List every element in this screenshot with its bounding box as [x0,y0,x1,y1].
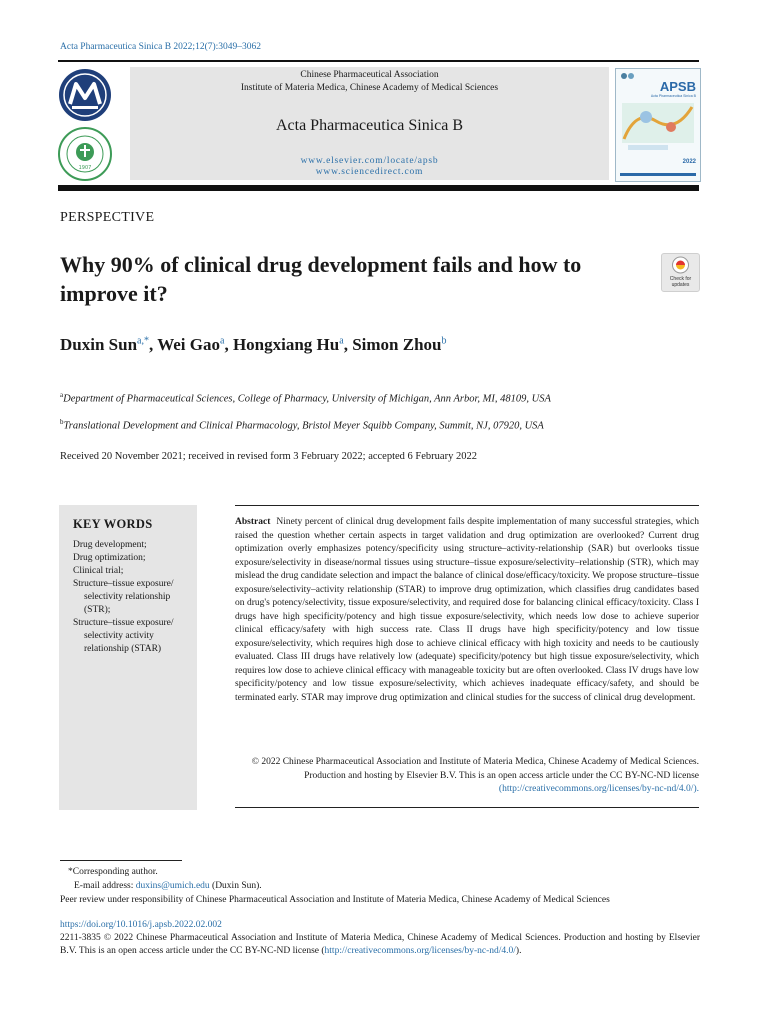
corresponding-author-note: *Corresponding author. [68,867,158,877]
affiliation-a [60,389,620,406]
journal-title: Acta Pharmaceutica Sinica B [275,117,464,134]
association-line-1: Chinese Pharmaceutical Association [300,70,439,80]
author-name[interactable]: Simon Zhou [352,335,442,354]
keyword-item: Structure–tissue exposure/ selectivity relationship (STR); [73,579,174,615]
journal-url-elsevier[interactable]: www.elsevier.com/locate/apsb [300,156,439,166]
abstract-top-rule [235,505,699,506]
abstract-copyright [235,756,699,797]
author-list [60,335,447,355]
affiliation-mark: b [60,418,64,426]
abstract-text: Ninety percent of clinical drug development fails despite implementation of many successful strategies, which raised the question whether certain aspects in target validation and drug optimization are overlooked? Current drug optimization overly emphasizes potency/specificity using structure‒activity-relationship (SAR) but overlooks tissue exposure/selectivity in disease/normal tissues using structure–tissue exposure/selectivity‒relationship (STR), which may mislead the drug candidate selection and impact the balance of clinical dose/efficacy/toxicity. We propose structure–tissue exposure/selectivity‒activity relationship (STAR) to improve drug optimization, which classifies drug candidates based on drug's potency/selectivity, tissue exposure/selectivity, and required dose for balancing clinical efficacy/toxicity. Class I drugs have high specificity/potency and high tissue exposure/selectivity, which needs low dose to achieve superior clinical efficacy/safety with high success rate. Class II drugs have high specificity/potency and low tissue exposure/selectivity, which requires high dose to achieve clinical efficacy with high toxicity and needs to be cautiously evaluated. Class III drugs have relatively low (adequate) specificity/potency but high tissue exposure/selectivity, which requires low dose to achieve clinical efficacy with manageable toxicity but are often overlooked. Class IV drugs have low specificity/potency and low tissue exposure/selectivity, which achieves inadequate efficacy/safety, and should be terminated early. STAR may improve drug optimization and clinical studies for the success of clinical drug development. [235,517,699,703]
journal-citation[interactable]: Acta Pharmaceutica Sinica B 2022;12(7):3049–3062 [60,42,262,52]
journal-url-sciencedirect[interactable]: www.sciencedirect.com [315,167,424,177]
author-separator: , [343,335,353,354]
journal-header-box [130,67,609,180]
email-note [74,880,262,893]
license-text: 2211-3835 © 2022 Chinese Pharmaceutical Association and Institute of Materia Medica, Chinese Academy of Medical Sciences. Production and hosting by Elsevier B.V. This is an open access article under the CC BY-NC-ND license ( [60,933,700,956]
author-affiliation-mark[interactable]: b [441,335,447,347]
keywords-list [73,539,195,656]
article-history: Received 20 November 2021; received in revised form 3 February 2022; accepted 6 February 2022 [60,451,477,462]
abstract-bottom-rule [235,807,699,808]
author-name[interactable]: Hongxiang Hu [232,335,340,354]
issn-license-note [60,932,700,958]
association-line-2: Institute of Materia Medica, Chinese Academy of Medical Sciences [240,83,499,93]
author-separator: , [148,335,158,354]
affiliation-text: Translational Development and Clinical Pharmacology, Bristol Meyer Squibb Company, Summit, NJ, 07920, USA [63,420,544,432]
keyword-item: Clinical trial; [73,566,124,576]
keyword-item: Structure–tissue exposure/ selectivity activity relationship (STAR) [73,618,174,654]
email-label: E-mail address: [74,881,136,891]
crossmark-label-2: updates [671,282,690,288]
header-top-rule [58,60,699,62]
article-title: Why 90% of clinical drug development fails and how to improve it? [60,252,582,306]
email-suffix: (Duxin Sun). [209,881,262,891]
affiliation-text: Department of Pharmaceutical Sciences, College of Pharmacy, University of Michigan, Ann Arbor, MI, 48109, USA [63,393,551,405]
keywords-box [59,505,197,810]
crossmark-label-1: Check for [669,276,692,282]
cover-year: 2022 [682,159,696,165]
footnote-rule [60,860,182,861]
seal-year: 1907 [78,165,92,171]
license-link[interactable]: (http://creativecommons.org/licenses/by-nc-nd/4.0/). [498,784,699,794]
cover-subtitle: Acta Pharmaceutica Sinica B [650,94,696,98]
author-affiliation-mark[interactable]: a,* [137,335,149,347]
abstract [235,516,699,705]
keyword-item: Drug development; [73,540,147,550]
crossmark-icon [662,254,699,276]
abstract-label: Abstract [235,517,271,527]
email-link[interactable]: duxins@umich.edu [135,881,210,891]
keywords-title: KEY WORDS [73,517,153,531]
keyword-item: Drug optimization; [73,553,146,563]
author-name[interactable]: Wei Gao [157,335,220,354]
university-seal-icon [58,68,112,122]
author-name[interactable]: Duxin Sun [60,335,138,354]
affiliation-mark: a [60,391,64,399]
section-label: PERSPECTIVE [60,210,155,225]
peer-review-note: Peer review under responsibility of Chinese Pharmaceutical Association and Institute of Materia Medica, Chinese Academy of Medical Sciences [60,895,610,905]
affiliation-b [60,416,700,433]
author-affiliation-mark[interactable]: a [339,335,344,347]
license-footer-link[interactable]: http://creativecommons.org/licenses/by-nc-nd/4.0/ [324,946,516,956]
check-for-updates-button[interactable] [661,253,700,292]
header-bottom-rule [58,185,699,191]
journal-cover-thumbnail[interactable] [615,68,701,182]
cover-acronym: APSB [659,79,696,94]
chinese-pharmaceutical-association-seal-icon [58,127,112,181]
journal-cover-art [616,69,700,181]
doi-link[interactable]: https://doi.org/10.1016/j.apsb.2022.02.002 [60,920,222,930]
license-end: ). [515,946,522,956]
author-affiliation-mark[interactable]: a [220,335,225,347]
copyright-text: © 2022 Chinese Pharmaceutical Association and Institute of Materia Medica, Chinese Academy of Medical Sciences. Production and hosting by Elsevier B.V. This is an open access article under the CC BY-NC-ND license [251,757,699,781]
author-separator: , [224,335,233,354]
